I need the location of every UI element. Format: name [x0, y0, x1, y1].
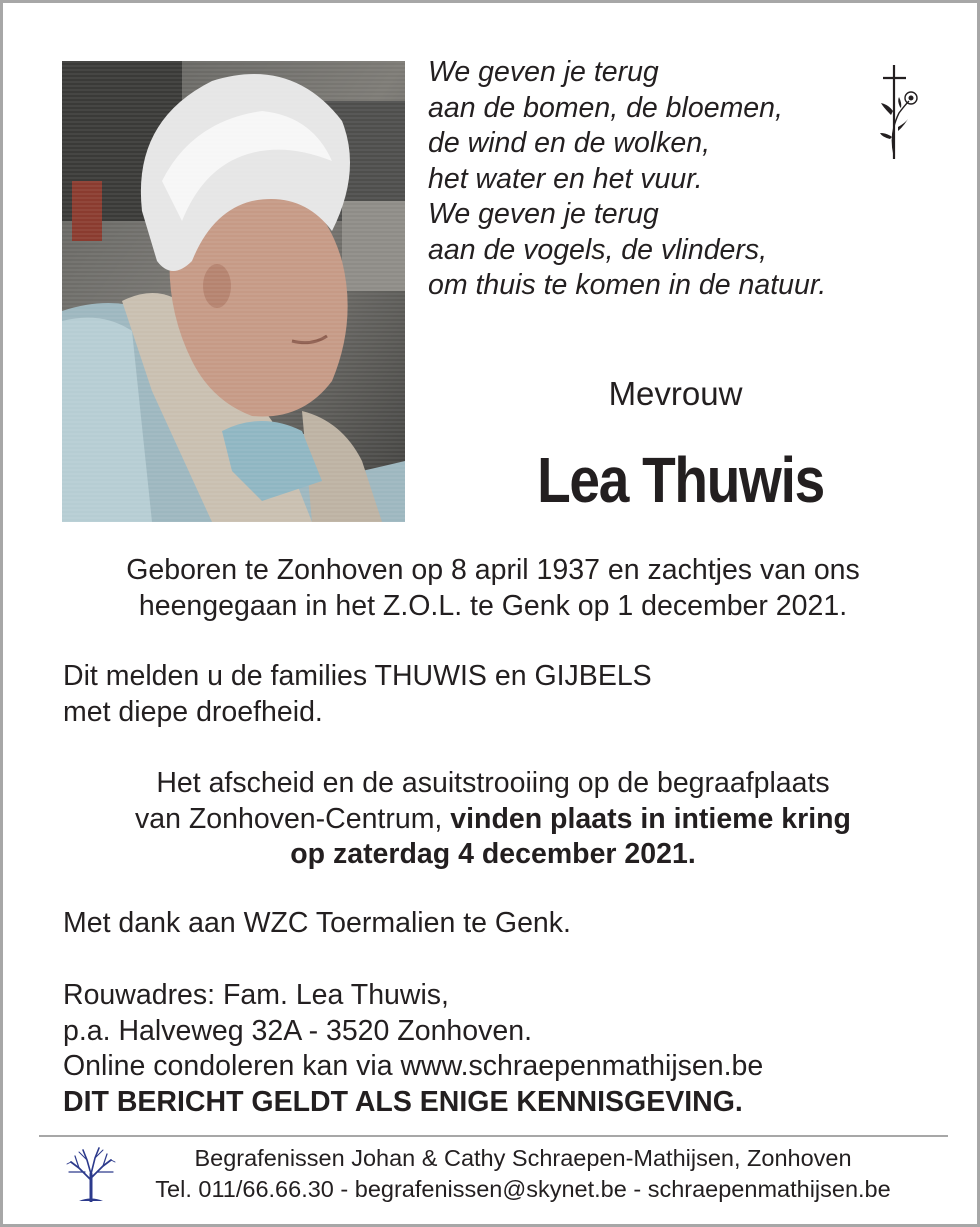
footer-divider: [39, 1135, 948, 1137]
cross-rose-icon: [877, 63, 925, 163]
poem-line: het water en het vuur.: [428, 162, 703, 195]
poem-line: de wind en de wolken,: [428, 127, 711, 159]
statement-line: Geboren te Zonhoven op 8 april 1937 en zachtjes van ons: [126, 554, 860, 586]
statement-line: met diepe droefheid.: [63, 695, 323, 728]
funeral-home-footer: [113, 1143, 933, 1205]
poem-line: We geven je terug: [428, 56, 659, 88]
portrait-illustration: [62, 61, 405, 522]
portrait-photo: [62, 61, 405, 522]
address-line: Rouwadres: Fam. Lea Thuwis,: [63, 979, 449, 1011]
salutation: Mevrouw: [608, 375, 743, 412]
birth-death-statement: [43, 553, 943, 624]
poem-line: aan de bomen, de bloemen,: [428, 91, 783, 124]
mourning-address: [63, 978, 763, 1120]
funeral-home-contact: Tel. 011/66.66.30 - begrafenissen@skynet.be - schraepenmathijsen.be: [155, 1176, 891, 1202]
funeral-home-name: Begrafenissen Johan & Cathy Schraepen-Mathijsen, Zonhoven: [194, 1145, 852, 1171]
poem: [428, 55, 826, 304]
thanks-statement: Met dank aan WZC Toermalien te Genk.: [63, 907, 571, 939]
statement-text: van Zonhoven-Centrum,: [135, 802, 451, 835]
families-statement: [63, 659, 652, 730]
deceased-name: Lea Thuwis: [537, 444, 824, 516]
address-line: p.a. Halveweg 32A - 3520 Zonhoven.: [63, 1014, 532, 1047]
condolence-line: Online condoleren kan via www.schraepenmathijsen.be: [63, 1050, 764, 1082]
statement-emphasis: op zaterdag 4 december 2021.: [290, 838, 696, 870]
farewell-statement: [43, 766, 943, 873]
statement-emphasis: vinden plaats in intieme kring: [450, 802, 851, 835]
poem-line: aan de vogels, de vlinders,: [428, 233, 768, 266]
statement-line: [43, 802, 943, 838]
tree-logo-icon: [65, 1144, 117, 1202]
statement-line: Het afscheid en de asuitstrooiing op de begraafplaats: [156, 767, 830, 799]
statement-line: Dit melden u de families THUWIS en GIJBELS: [63, 660, 652, 692]
official-notice: DIT BERICHT GELDT ALS ENIGE KENNISGEVING.: [63, 1085, 743, 1118]
poem-line: We geven je terug: [428, 198, 659, 230]
poem-line: om thuis te komen in de natuur.: [428, 269, 827, 301]
statement-line: heengegaan in het Z.O.L. te Genk op 1 december 2021.: [138, 589, 848, 622]
